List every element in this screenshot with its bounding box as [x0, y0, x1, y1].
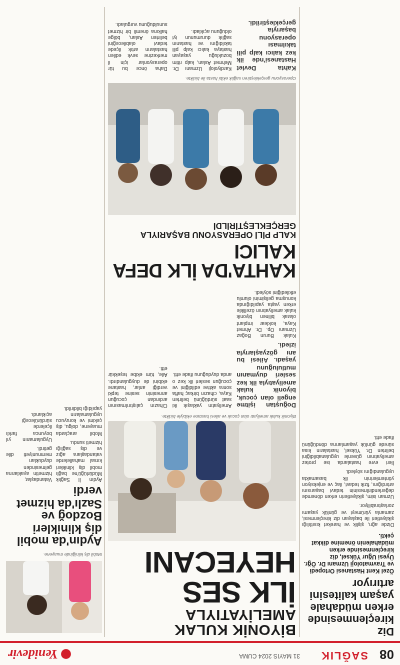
issue-date: 31 MAYIS 2024 CUMA — [239, 652, 300, 658]
paragraph: Ameliyatın yaklaşık iki saat sürdüğünü belirten Kaya, cihazın birkaç hafta sonra aktive edildiğini ve çocuğun sesleri ilk kez o anda duyduğunu ifade etti. — [172, 371, 232, 409]
paragraph: Vatandaşlar, hizmetin ayaklarına gelmesinden duydukları memnuniyeti dile getirdi. — [6, 444, 52, 482]
page-header — [0, 641, 400, 665]
second-article-photo — [108, 83, 296, 215]
photo-illustration-icon — [6, 561, 102, 633]
main-article-columns — [108, 285, 296, 408]
paragraph: Kulak Burun Boğaz Uzmanı Op. Dr. Ahmet Kaya, koklear implant olarak bilinen biyonik kulak ameliyatının özellikle erken yaşta yapıldığında konuşma gelişimini olumlu etkilediğini söyledi. — [236, 288, 296, 338]
paragraph: Aydın İl Sağlık Müdürlüğü'ne bağlı mobil diş klinikleri kırsal mahallelerde vatandaşlara ağız ve diş sağlığı hizmeti sundu. — [56, 438, 102, 482]
paragraph: Kardiyoloji Uzmanı Dr. Mehmet Aslan, kalp ritim bozukluğu yaşayan hastaya kalıcı kalp pili takıldığını ve hastanın sağlık durumunun iyi olduğunu açıkladı. — [172, 27, 232, 71]
left-article-headline: Diz kireçlenmesinde erken müdahale yaşam kalitesini artırıyor — [307, 577, 394, 637]
right-photo-caption: Mobil diş kliniğinde muayene. — [43, 552, 102, 557]
right-article-photo — [6, 561, 102, 633]
right-article-headline: Aydın'da mobil diş klinikleri Bozdoğ ve Sazlı'da hizmet verdi — [16, 484, 102, 549]
second-article-headline: KALP PİLİ OPERASYONU BAŞARIYLA GERÇEKLEŞTİRİLDİ — [140, 221, 296, 241]
logo-dot-icon — [61, 649, 71, 659]
paragraph: Uygulamanın yıl boyunca farklı ilçelerde sürdürüleceği açıklandı. — [6, 410, 52, 442]
main-article-headline: İLK SES HEYECANI — [144, 545, 296, 608]
left-article-lead: Özel Kent Hastanesi Ortopedi ve Travmatoloji Uzmanı Dr. Öğr. Üyesi Uğur Yüksel, diz kireçlenmesinde erken müdahalenin önemine dikkat çekti. — [303, 532, 394, 573]
right-article — [6, 7, 102, 637]
right-article-columns — [6, 402, 102, 482]
second-photo-caption: Operasyonu gerçekleştiren sağlık ekibi hasta ile birlikte. — [185, 76, 296, 82]
section-title: SAĞLIK — [320, 649, 368, 661]
column-divider — [299, 7, 300, 637]
left-article-body — [302, 434, 394, 527]
main-photo-caption: Biyonik kulak ameliyatı olan çocuk ve ailesi hastane ekibiyle birlikte. — [161, 414, 296, 419]
page-number: 08 — [379, 647, 394, 662]
paragraph: İleri evre hastalarda ise protez ameliyatının güvenle uygulanabildiğini belirten Dr. Yüksel, hastaların kısa sürede günlük yaşamlarına döndüğünü ifade etti. — [302, 434, 394, 466]
paragraph: Mobil araçlarda muayene, dolgu, diş çekimi ve koruyucu uygulamaların yapıldığı bildirildi. — [56, 404, 102, 436]
main-article-deck: Doğuştan işitme engeli olan çocuk, biyonik kulak ameliyatıyla ilk kez sesleri duymanın mutluluğunu yaşadı. Ailesi bu anı gözyaşlarıyla izledi. — [236, 341, 296, 409]
paragraph: Cihazın çalıştırılmasının ardından çocuğun annesinin sesine tepki verdiği anlar, hastane ekibini de duygulandırdı. Aile, tüm ekibe teşekkür etti. — [108, 365, 168, 409]
main-article — [108, 7, 296, 637]
second-article-columns — [108, 15, 296, 71]
brand-logo: Yenidevir — [8, 646, 71, 662]
main-article-photo — [108, 421, 296, 541]
paragraph: Dizde ağrı, şişlik ve hareket kısıtlılığı şikâyetleri ile başlayan diz kireçlenmesi, zamanla yürümeyi ve günlük yaşamı zorlaştırabiliyor. — [302, 502, 394, 527]
photo-illustration-icon — [108, 83, 296, 215]
second-article-kicker: KAHTA'DA İLK DEFA KALICI — [113, 240, 296, 281]
paragraph: Daha önce bu tür operasyonlar için il merkezine sevk edilen hastaların artık ilçede tedavi olabileceğini belirten Aslan, bölge halkına önemli bir hizmet sunulduğunu vurguladı. — [108, 21, 168, 71]
left-article — [302, 7, 394, 637]
photo-illustration-icon — [108, 421, 296, 541]
column-divider — [104, 7, 105, 637]
main-article-kicker: BİYONİK KULAK AMELİYATIYLA — [174, 606, 296, 638]
second-article-lead: Kahta Devlet Hastanesi'nde ilk kez kalıcı kalp pili takılması operasyonu başarıyla gerçekleştirildi. — [236, 18, 296, 71]
paragraph: Uzman isim, şikâyetlerin erken dönemde değerlendirilmesinin tedavi başarısını artırdığını, fizik tedavi, ilaç ve enjeksiyon yöntemlerinin ilk basamakta uygulandığını söyledi. — [302, 468, 394, 500]
